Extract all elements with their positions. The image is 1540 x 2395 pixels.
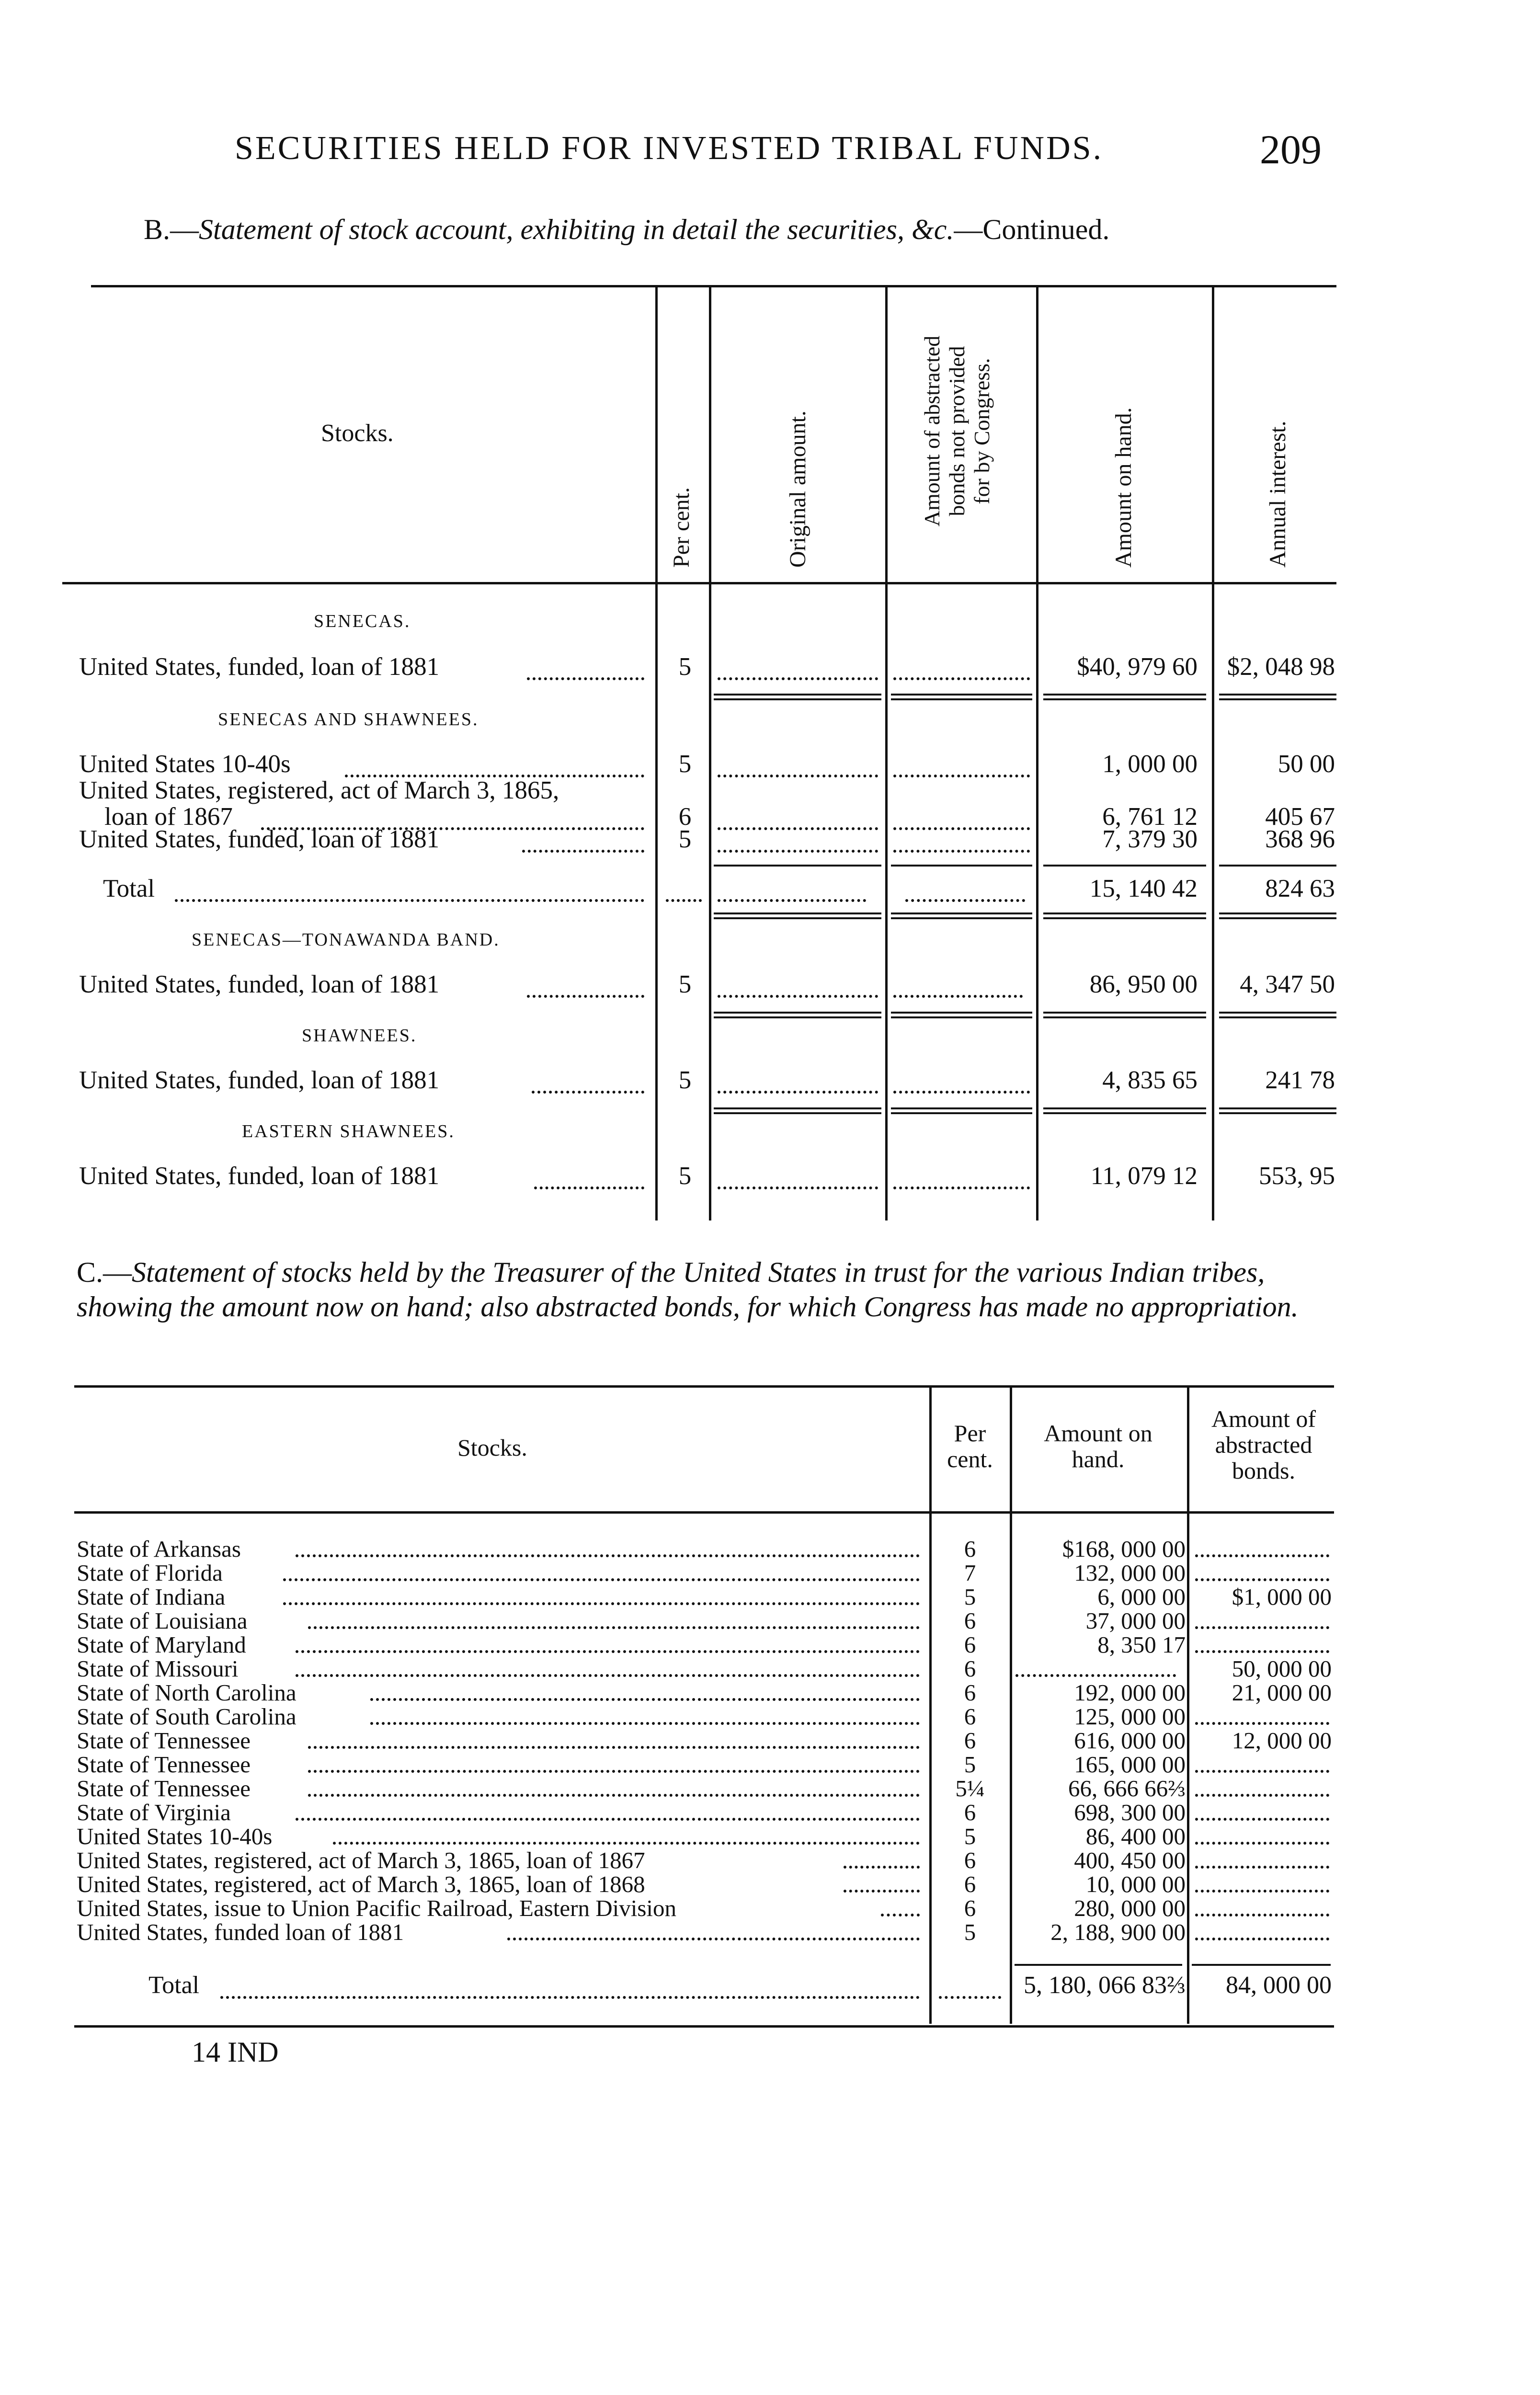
row-abstracted: 21, 000 00 — [1232, 1679, 1332, 1706]
sum-rule — [714, 865, 881, 867]
row-label: State of Maryland — [77, 1631, 246, 1658]
table-c-col-per-cent-line: cent. — [947, 1446, 993, 1472]
table-b-col-abstracted-line: for by Congress. — [970, 358, 994, 504]
section-title: SENECAS AND SHAWNEES. — [218, 709, 479, 730]
leader-dots — [1195, 1938, 1329, 1940]
table-c-top-rule — [74, 1385, 1334, 1388]
leader-dots — [1195, 1794, 1329, 1797]
row-label: United States 10-40s — [77, 1823, 273, 1849]
row-per-cent: 6 — [964, 1608, 976, 1634]
row-amount-on-hand: 6, 000 00 — [1097, 1584, 1186, 1610]
double-rule — [1043, 694, 1206, 700]
table-c-bottom-rule — [74, 2025, 1334, 2028]
signature-mark: 14 IND — [192, 2036, 279, 2068]
row-label: United States 10-40s — [79, 750, 291, 778]
row-amount-on-hand: 616, 000 00 — [1074, 1727, 1186, 1754]
table-b-header-rule — [62, 582, 1336, 584]
row-label-continued: loan of 1867 — [104, 803, 233, 831]
leader-dots — [893, 850, 1030, 853]
table-c-col-per-cent — [934, 1420, 1006, 1472]
leader-dots — [844, 1866, 920, 1869]
row-amount-on-hand: 8, 350 17 — [1097, 1631, 1186, 1658]
row-label: State of Tennessee — [77, 1775, 251, 1802]
leader-dots — [893, 677, 1030, 680]
leader-dots — [527, 677, 644, 680]
row-per-cent: 5 — [964, 1823, 976, 1849]
row-label: United States, registered, act of March 3, 1865, loan of 1867 — [77, 1847, 645, 1873]
row-per-cent: 5 — [964, 1919, 976, 1945]
double-rule — [714, 1012, 881, 1018]
leader-dots — [308, 1794, 920, 1797]
leader-dots — [893, 827, 1030, 830]
row-amount-on-hand: 10, 000 00 — [1085, 1871, 1186, 1897]
table-b-col-abstracted-line: bonds not provided — [945, 346, 969, 516]
row-per-cent: 5 — [678, 1066, 692, 1094]
leader-dots — [1195, 1770, 1329, 1773]
leader-dots — [1195, 1818, 1329, 1821]
double-rule — [1043, 1012, 1206, 1018]
double-rule — [1219, 1107, 1336, 1114]
double-rule — [891, 912, 1032, 919]
row-label: United States, funded loan of 1881 — [77, 1919, 404, 1945]
section-title: EASTERN SHAWNEES. — [242, 1121, 455, 1141]
table-c-col-abstracted-line: Amount of — [1211, 1405, 1316, 1432]
row-label: United States, funded, loan of 1881 — [79, 825, 440, 853]
total-label: Total — [103, 875, 155, 902]
table-b-col-interest: Annual interest. — [1265, 421, 1290, 568]
table-b-col-abstracted-line: Amount of abstracted — [920, 335, 944, 527]
row-annual-interest: 553, 95 — [1259, 1162, 1335, 1190]
row-amount-on-hand: 400, 450 00 — [1074, 1847, 1186, 1873]
row-per-cent: 5 — [964, 1584, 976, 1610]
leader-dots — [1195, 1866, 1329, 1869]
row-per-cent: 6 — [964, 1536, 976, 1562]
leader-dots — [718, 827, 878, 830]
leader-dots — [939, 1996, 1001, 1999]
row-per-cent: 7 — [964, 1560, 976, 1586]
double-rule — [1219, 912, 1336, 919]
row-per-cent: 6 — [678, 803, 692, 831]
table-b-divider — [1036, 286, 1038, 1220]
double-rule — [891, 694, 1032, 700]
row-label: United States, funded, loan of 1881 — [79, 653, 440, 681]
section-title: SHAWNEES. — [302, 1026, 417, 1046]
row-amount-on-hand: 6, 761 12 — [1102, 803, 1198, 831]
row-label: United States, funded, loan of 1881 — [79, 970, 440, 998]
table-c-col-stocks: Stocks. — [457, 1434, 527, 1461]
page-number: 209 — [1260, 126, 1322, 172]
leader-dots — [893, 1091, 1030, 1094]
leader-dots — [308, 1746, 920, 1749]
row-annual-interest: 368 96 — [1265, 825, 1335, 853]
table-c-col-on-hand-line: hand. — [1072, 1446, 1125, 1472]
table-c-header-rule — [74, 1511, 1334, 1514]
table-c-col-abstracted — [1192, 1406, 1335, 1483]
row-label: United States, registered, act of March 3, 1865, loan of 1868 — [77, 1871, 645, 1897]
double-rule — [714, 912, 881, 919]
row-abstracted: 50, 000 00 — [1232, 1655, 1332, 1682]
row-label: United States, funded, loan of 1881 — [79, 1162, 440, 1190]
row-per-cent: 6 — [964, 1655, 976, 1682]
leader-dots — [893, 995, 1023, 998]
leader-dots — [718, 899, 866, 902]
row-abstracted: 12, 000 00 — [1232, 1727, 1332, 1754]
row-amount-on-hand: $168, 000 00 — [1062, 1536, 1186, 1562]
row-label: State of Tennessee — [77, 1751, 251, 1778]
leader-dots — [1195, 1914, 1329, 1916]
leader-dots — [718, 775, 878, 777]
total-annual-interest: 824 63 — [1265, 875, 1335, 902]
table-b-caption-prefix: B.— — [144, 214, 199, 245]
total-abstracted: 84, 000 00 — [1226, 1972, 1332, 1999]
row-amount-on-hand: 66, 666 66⅔ — [1068, 1775, 1186, 1802]
double-rule — [1043, 912, 1206, 919]
row-amount-on-hand: 125, 000 00 — [1074, 1703, 1186, 1730]
leader-dots — [532, 1091, 644, 1094]
row-amount-on-hand: 132, 000 00 — [1074, 1560, 1186, 1586]
table-b-caption-suffix: —Continued. — [954, 214, 1110, 245]
table-b-divider — [709, 286, 711, 1220]
table-c-col-abstracted-line: bonds. — [1232, 1457, 1295, 1484]
double-rule — [1219, 694, 1336, 700]
row-amount-on-hand: 37, 000 00 — [1085, 1608, 1186, 1634]
leader-dots — [718, 1186, 878, 1189]
leader-dots — [308, 1626, 920, 1629]
leader-dots — [283, 1578, 920, 1581]
leader-dots — [507, 1938, 920, 1940]
table-c-col-on-hand — [1013, 1420, 1183, 1472]
leader-dots — [296, 1674, 920, 1677]
leader-dots — [296, 1650, 920, 1653]
row-label: State of Virginia — [77, 1799, 231, 1825]
leader-dots — [333, 1842, 920, 1845]
leader-dots — [527, 995, 644, 998]
leader-dots — [893, 775, 1030, 777]
row-label: United States, funded, loan of 1881 — [79, 1066, 440, 1094]
row-amount-on-hand: 2, 188, 900 00 — [1050, 1919, 1186, 1945]
table-b-divider — [885, 286, 888, 1220]
row-label: State of Indiana — [77, 1584, 226, 1610]
sum-rule — [1015, 1964, 1182, 1966]
row-amount-on-hand: 11, 079 12 — [1090, 1162, 1198, 1190]
row-annual-interest: $2, 048 98 — [1227, 653, 1335, 681]
double-rule — [1219, 1012, 1336, 1018]
row-per-cent: 5 — [678, 825, 692, 853]
table-c-caption-italic: Statement of stocks held by the Treasurer of the United States in trust for the various Indian tribes, showing the amount now on hand; also abstracted bonds, for which Congress has made no appropriation. — [77, 1256, 1299, 1323]
leader-dots — [308, 1770, 920, 1773]
row-label: State of Louisiana — [77, 1608, 248, 1634]
leader-dots — [522, 850, 644, 853]
row-per-cent: 5 — [678, 970, 692, 998]
row-per-cent: 6 — [964, 1631, 976, 1658]
table-c-caption-prefix: C.— — [77, 1256, 132, 1288]
leader-dots — [718, 677, 878, 680]
table-c-divider — [929, 1387, 932, 2024]
total-amount-on-hand: 5, 180, 066 83⅔ — [1024, 1972, 1186, 1999]
total-label: Total — [148, 1972, 200, 1999]
row-label: State of Tennessee — [77, 1727, 251, 1754]
table-c-caption — [77, 1255, 1341, 1324]
leader-dots — [370, 1698, 920, 1701]
sum-rule — [891, 865, 1032, 867]
row-amount-on-hand: 4, 835 65 — [1102, 1066, 1198, 1094]
double-rule — [1043, 1107, 1206, 1114]
double-rule — [891, 1012, 1032, 1018]
row-amount-on-hand: 86, 950 00 — [1089, 970, 1198, 998]
row-amount-on-hand: 192, 000 00 — [1074, 1679, 1186, 1706]
leader-dots — [1195, 1722, 1329, 1725]
row-abstracted: $1, 000 00 — [1232, 1584, 1332, 1610]
leader-dots — [1195, 1650, 1329, 1653]
row-per-cent: 5 — [964, 1751, 976, 1778]
table-b-col-original: Original amount. — [785, 411, 810, 568]
row-amount-on-hand: $40, 979 60 — [1077, 653, 1198, 681]
row-amount-on-hand: 86, 400 00 — [1085, 1823, 1186, 1849]
row-label: State of Arkansas — [77, 1536, 241, 1562]
row-label: State of Missouri — [77, 1655, 239, 1682]
table-b-caption-italic: Statement of stock account, exhibiting in detail the securities, &c. — [199, 214, 954, 245]
leader-dots — [534, 1186, 644, 1189]
section-title: SENECAS—TONAWANDA BAND. — [192, 930, 500, 950]
leader-dots — [666, 899, 702, 902]
leader-dots — [905, 899, 1025, 902]
table-b-col-on-hand: Amount on hand. — [1111, 407, 1136, 568]
leader-dots — [1195, 1842, 1329, 1845]
row-per-cent: 6 — [964, 1727, 976, 1754]
row-per-cent: 5 — [678, 653, 692, 681]
table-b-divider — [1212, 286, 1214, 1220]
table-b-caption — [144, 213, 1109, 246]
sum-rule — [1043, 865, 1206, 867]
leader-dots — [718, 1091, 878, 1094]
row-per-cent: 6 — [964, 1871, 976, 1897]
section-title: SENECAS. — [314, 611, 411, 631]
table-c-col-per-cent-line: Per — [954, 1420, 986, 1447]
row-per-cent: 6 — [964, 1895, 976, 1921]
leader-dots — [296, 1818, 920, 1821]
row-per-cent: 5 — [678, 1162, 692, 1190]
table-c-col-abstracted-line: abstracted — [1215, 1431, 1312, 1458]
table-b-top-rule — [91, 285, 1336, 287]
leader-dots — [844, 1890, 920, 1893]
leader-dots — [718, 850, 878, 853]
leader-dots — [881, 1914, 920, 1916]
row-annual-interest: 241 78 — [1265, 1066, 1335, 1094]
leader-dots — [296, 1554, 920, 1557]
row-label: State of South Carolina — [77, 1703, 297, 1730]
running-title: SECURITIES HELD FOR INVESTED TRIBAL FUNDS. — [235, 130, 1104, 167]
leader-dots — [175, 899, 644, 902]
row-label: State of North Carolina — [77, 1679, 297, 1706]
table-c-divider — [1010, 1387, 1012, 2024]
leader-dots — [1195, 1578, 1329, 1581]
leader-dots — [1195, 1890, 1329, 1893]
table-c-col-on-hand-line: Amount on — [1044, 1420, 1152, 1447]
row-annual-interest: 405 67 — [1265, 803, 1335, 831]
leader-dots — [370, 1722, 920, 1725]
leader-dots — [220, 1996, 920, 1999]
row-amount-on-hand: 7, 379 30 — [1102, 825, 1198, 853]
leader-dots — [893, 1186, 1030, 1189]
total-amount-on-hand: 15, 140 42 — [1089, 875, 1198, 902]
row-per-cent: 5¼ — [955, 1775, 985, 1802]
row-label: United States, registered, act of March 3, 1865, — [79, 776, 559, 804]
table-b-divider — [655, 286, 658, 1220]
double-rule — [891, 1107, 1032, 1114]
row-label: State of Florida — [77, 1560, 223, 1586]
sum-rule — [1219, 865, 1336, 867]
row-annual-interest: 50 00 — [1278, 750, 1335, 778]
leader-dots — [283, 1602, 920, 1605]
row-amount-on-hand: 165, 000 00 — [1074, 1751, 1186, 1778]
double-rule — [714, 1107, 881, 1114]
row-amount-on-hand: 698, 300 00 — [1074, 1799, 1186, 1825]
row-annual-interest: 4, 347 50 — [1240, 970, 1335, 998]
leader-dots — [1195, 1626, 1329, 1629]
leader-dots — [718, 995, 878, 998]
row-amount-on-hand: 1, 000 00 — [1102, 750, 1198, 778]
row-per-cent: 6 — [964, 1679, 976, 1706]
leader-dots — [1195, 1554, 1329, 1557]
row-amount-on-hand: 280, 000 00 — [1074, 1895, 1186, 1921]
sum-rule — [1192, 1964, 1331, 1966]
row-per-cent: 6 — [964, 1847, 976, 1873]
row-per-cent: 6 — [964, 1799, 976, 1825]
leader-dots — [1015, 1674, 1176, 1677]
table-c-divider — [1187, 1387, 1189, 2024]
row-per-cent: 6 — [964, 1703, 976, 1730]
table-b-col-stocks: Stocks. — [321, 420, 394, 447]
table-b-col-per-cent: Per cent. — [669, 487, 694, 568]
table-b-col-abstracted — [920, 292, 994, 570]
double-rule — [714, 694, 881, 700]
row-label: United States, issue to Union Pacific Railroad, Eastern Division — [77, 1895, 677, 1921]
row-per-cent: 5 — [678, 750, 692, 778]
